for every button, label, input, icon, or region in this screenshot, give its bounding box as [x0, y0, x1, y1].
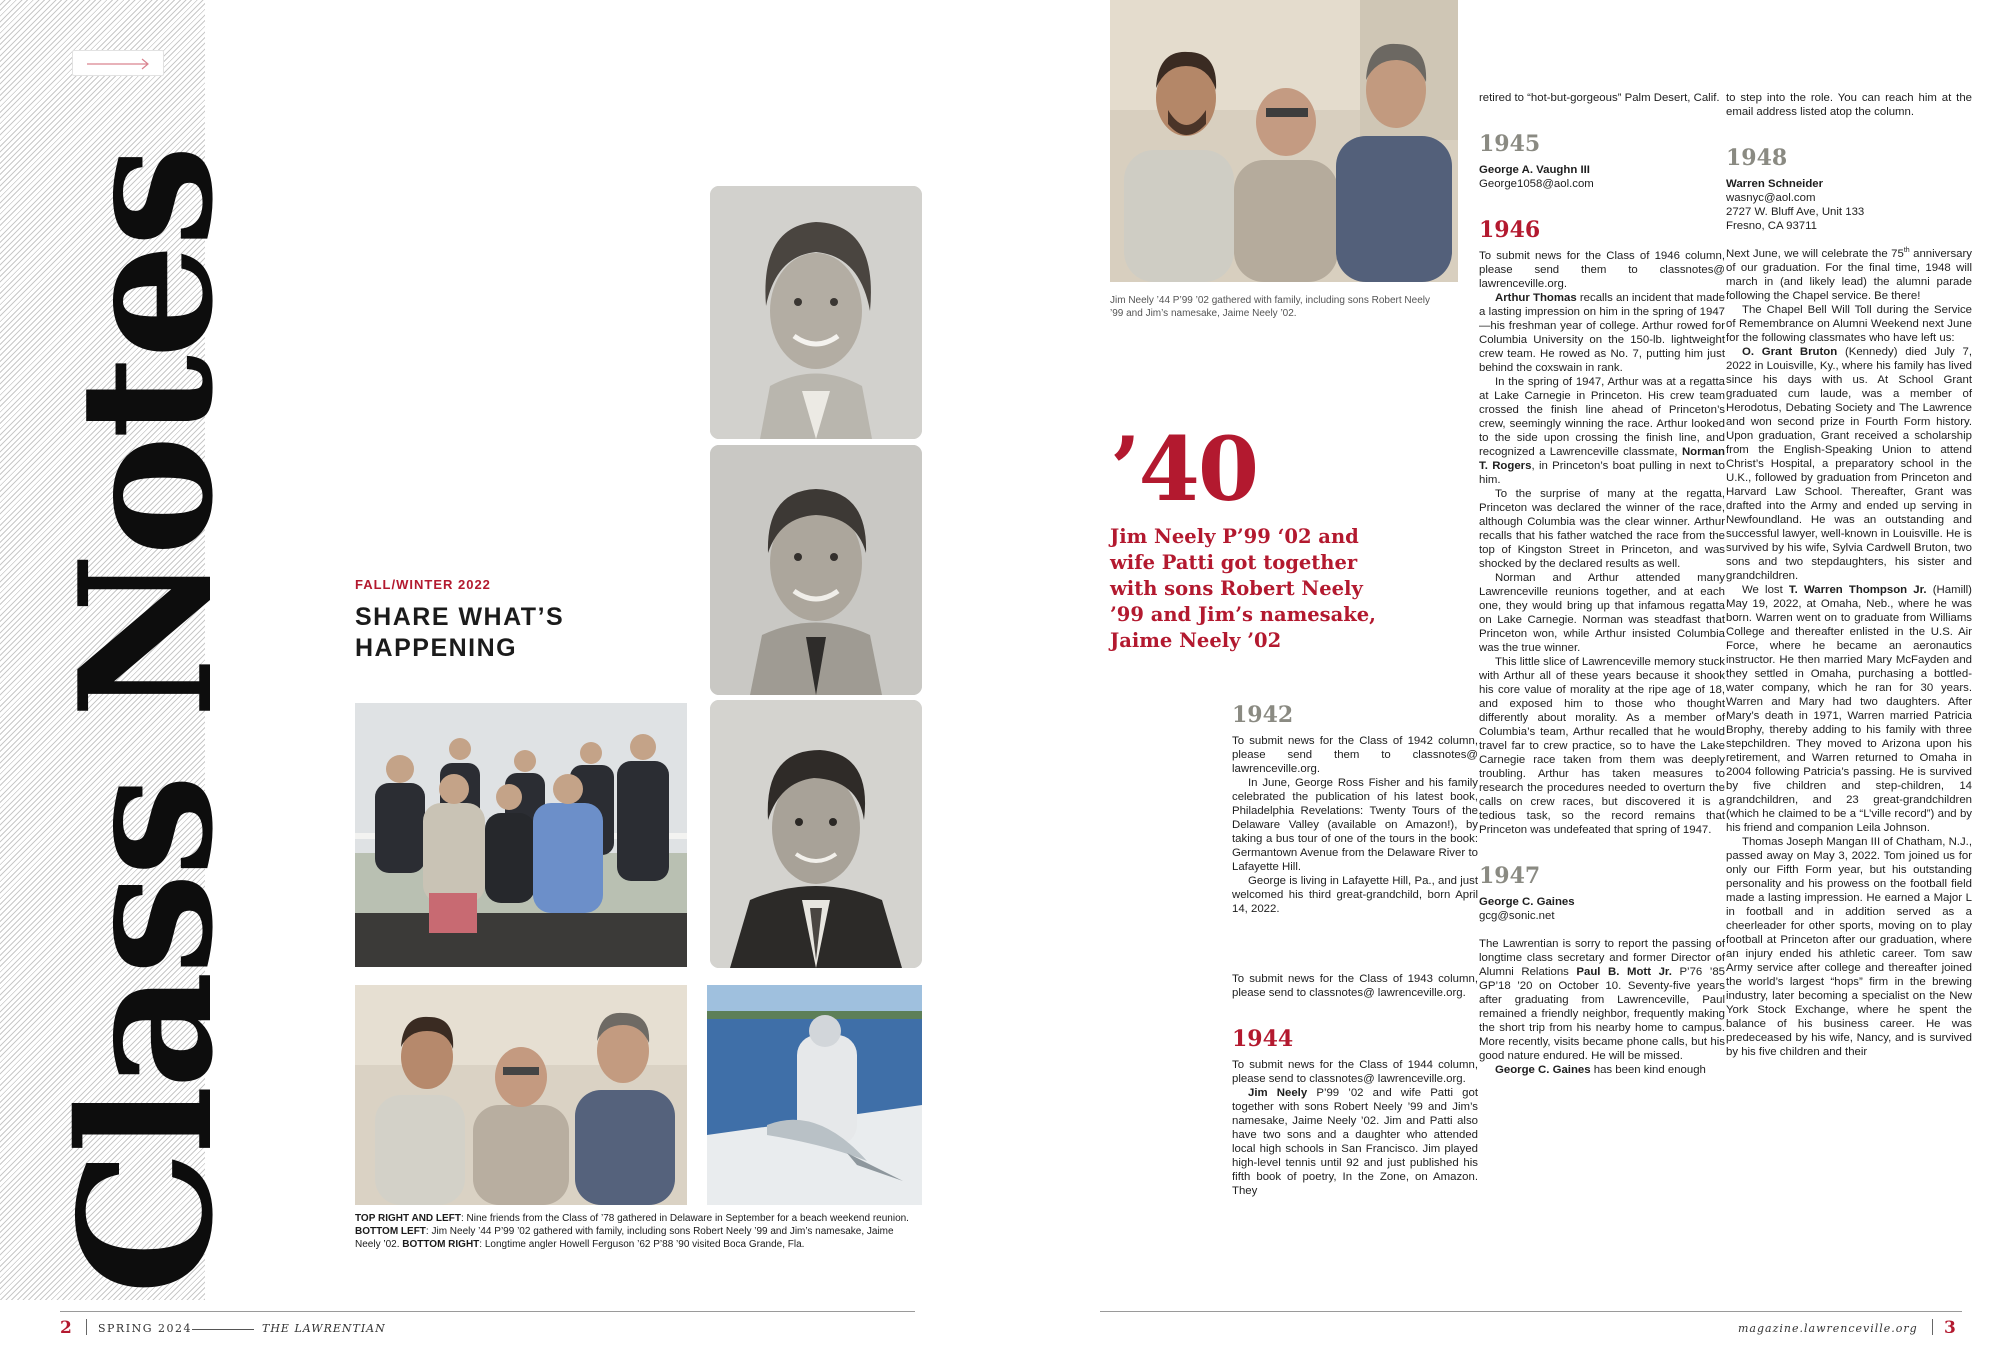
- yearbook-portrait-3: [710, 700, 922, 968]
- note-1946-memory: This little slice of Lawrenceville memory stuck with Arthur all of these years because it shook his core value of morality at the ripe age of 18, and exposed him to those who thought differently about morality. As a member of Columbia’s team, Arthur recalled that he would travel far to crew practice, so to have the Lake Carnegie race taken from them was deeply troubling. Arthur has taken measures to research the procedures needed to overturn the calls on crew races, but discovered it is a tedious task, so the record remains that Princeton was undefeated that spring of 1947.: [1479, 656, 1725, 836]
- email-1945: George1058@aol.com: [1479, 178, 1594, 190]
- note-1948-remembrance: The Chapel Bell Will Toll during the Service of Remembrance on Alumni Weekend next June for the following classmates who have left us:: [1726, 304, 1972, 344]
- arrow-right-icon: [87, 58, 151, 70]
- note-1946-thomas-text: recalls an incident that made a lasting impression on him in the spring of 1947—his freshman year of college. Arthur rowed for Columbia University on the 150-lb. lightweight crew team. He rowed as No. 7, putting him just behind the coxswain in rank.: [1479, 292, 1725, 374]
- footer-rule-left: [60, 1311, 915, 1312]
- note-1948-thompson-b: (Hamill) May 19, 2022, at Omaha, Neb., where he was born. Warren went on to graduate from Williams College and thereafter enlisted in the U.S. Air Force, where he became an aeronautics instructor. He then married Mary McFayden and they settled in Omaha, purchasing a bottled-water company, which he ran for 30 years. Warren and Mary had two daughters. After Mary’s death in 1971, Warren married Patricia Brophy, thereby adding to his family with three stepchildren. They moved to Arizona upon his retirement, and Warren returned to Omaha in 2004 following Patricia’s passing. He is survived by five children and step-children, 14 grandchildren, and 23 great-grandchildren (which he claimed to be a “L’ville record”) and by his friend and companion Leila Johnson.: [1726, 584, 1972, 834]
- note-1946-intro: To submit news for the Class of 1946 column, please send them to classnotes@ lawrenceville.org.: [1479, 250, 1725, 290]
- note-1947-gaines-text: has been kind enough: [1590, 1064, 1706, 1076]
- note-continued-top: retired to “hot-but-gorgeous” Palm Desert, Calif.: [1479, 92, 1720, 104]
- caption-text-top: : Nine friends from the Class of ’78 gathered in Delaware in September for a beach weekend reunion.: [460, 1213, 909, 1224]
- footer-website[interactable]: magazine.lawrenceville.org: [1738, 1322, 1918, 1335]
- footer-separator-left: [86, 1319, 87, 1335]
- note-1944-intro: To submit news for the Class of 1944 column, please send to classnotes@ lawrenceville.org.: [1232, 1059, 1478, 1085]
- note-1946-regatta-text-b: , in Princeton’s boat pulling in next to him.: [1479, 460, 1725, 486]
- caption-text-bottom-left: : Jim Neely ’44 P’99 ’02 gathered with family, including sons Robert Neely ’99 and Jim’s namesake, Jaime Neely ’02.: [355, 1226, 894, 1250]
- caption-label-bottom-left: BOTTOM LEFT: [355, 1226, 426, 1237]
- note-1946-regatta: [1479, 375, 1725, 487]
- footer-publication: THE LAWRENTIAN: [262, 1322, 386, 1335]
- name-norman-rogers: Norman T. Rogers: [1479, 446, 1725, 472]
- caption-text-bottom-right: : Longtime angler Howell Ferguson ’62 P’88 ’90 visited Boca Grande, Fla.: [479, 1239, 805, 1250]
- email-1948: wasnyc@aol.com: [1726, 192, 1816, 204]
- note-1948-anniversary-b: anniversary of our graduation. For the final time, 1948 will march in (and likely lead) the alumni parade following the Chapel service. Be there!: [1726, 248, 1972, 302]
- caption-label-top: TOP RIGHT AND LEFT: [355, 1213, 461, 1224]
- note-1942-lafayette: George is living in Lafayette Hill, Pa., and just welcomed his third great-grandchild, born April 14, 2022.: [1232, 875, 1478, 915]
- name-arthur-thomas: Arthur Thomas: [1495, 292, 1577, 304]
- footer-issue: SPRING 2024: [98, 1322, 192, 1335]
- notes-column-3: [1726, 91, 1972, 1059]
- note-1948-anniversary-a: Next June, we will celebrate the 75: [1726, 248, 1904, 260]
- yearbook-portrait-2: [710, 445, 922, 695]
- secretary-1948: Warren Schneider: [1726, 178, 1824, 190]
- note-1947-mott: [1479, 937, 1725, 1063]
- note-1942-intro: To submit news for the Class of 1942 column, please send them to classnotes@ lawrenceville.org.: [1232, 735, 1478, 775]
- note-1946-regatta-text-a: In the spring of 1947, Arthur was at a regatta at Lake Carnegie in Princeton. His crew team crossed the finish line ahead of Princeton’s crew, seemingly winning the race. Arthur looked to the side upon crossing the finish line, and recognized a Lawrenceville classmate,: [1479, 376, 1725, 458]
- notes-column-2: [1479, 91, 1725, 1077]
- class-year-1946: 1946: [1479, 217, 1541, 243]
- note-1948-bruton-text: (Kennedy) died July 7, 2022 in Louisville, Ky., where his family has lived since his days with us. At School Grant graduated cum laude, was a member of Herodotus, Debating Society and The Lawrence and won second prize in Fourth Form history. Upon graduation, Grant received a scholarship from the English-Speaking Union to attend Christ’s Hospital, a preparatory school in the U.K., followed by graduation from Princeton and Harvard Law School. Thereafter, Grant was drafted into the Army and ended up serving in Newfoundland. He was an outstanding and successful lawyer, well-known in Louisville. He is survived by his wife, Sylvia Cardwell Bruton, two sons and two stepdaughters, his sister and grandchildren.: [1726, 346, 1972, 582]
- reunion-group-photo: [355, 703, 687, 967]
- caption-label-bottom-right: BOTTOM RIGHT: [402, 1239, 480, 1250]
- class-year-1945: 1945: [1479, 131, 1541, 157]
- note-1948-thompson: [1726, 583, 1972, 835]
- name-george-gaines: George C. Gaines: [1495, 1064, 1591, 1076]
- name-grant-bruton: O. Grant Bruton: [1742, 346, 1838, 358]
- vertical-section-title: Class Notes: [39, 148, 253, 1295]
- note-1944-neely: [1232, 1086, 1478, 1198]
- note-1947-mott-text-b: P’76 ’85 GP’18 ’20 on October 10. Seventy-five years after graduating from Lawrenceville, Paul remained a friendly neighbor, frequently making the short trip from his nearby home to campus. More recently, visits became phone calls, but his good nature endured. He will be missed.: [1479, 966, 1726, 1062]
- note-1946-surprise: To the surprise of many at the regatta, Princeton was declared the winner of the race, although Columbia was the clear winner. Arthur recalls that his father watched the race from the top of Kingston Street in Princeton, and was shocked by the declared results as well.: [1479, 488, 1725, 570]
- page-number-right: 3: [1944, 1318, 1956, 1338]
- email-1947: gcg@sonic.net: [1479, 910, 1555, 922]
- yearbook-portrait-1: [710, 186, 922, 439]
- name-warren-thompson: T. Warren Thompson Jr.: [1788, 584, 1927, 596]
- note-1948-bruton: [1726, 345, 1972, 583]
- class-year-1948: 1948: [1726, 145, 1788, 171]
- featured-class-year: ’40: [1110, 417, 1258, 521]
- note-1943-intro: To submit news for the Class of 1943 column, please send to classnotes@ lawrenceville.org.: [1232, 973, 1478, 999]
- issue-kicker: FALL/WINTER 2022: [355, 577, 491, 592]
- note-1948-mangan: Thomas Joseph Mangan III of Chatham, N.J., passed away on May 3, 2022. Tom joined us for only our Fifth Form year, but his outstanding personality and his prowess on the football field made a lasting impression. He earned a Major L in football and in addition served as a cheerleader for other sports, moving on to play football at Princeton after our graduation, where an injury ended his athletic career. Tom saw Army service after college and thereafter joined the world’s largest “hops” firm in the brewing industry, later becoming a specialist on the New York Stock Exchange, where he spent the balance of his business career. He was predeceased by his wife, Nancy, and is survived by his five children and their: [1726, 836, 1972, 1058]
- neely-family-photo-large: [1110, 0, 1458, 282]
- secretary-1947: George C. Gaines: [1479, 896, 1575, 908]
- class-year-1942: 1942: [1232, 702, 1294, 728]
- note-1946-reunions: Norman and Arthur attended many Lawrenceville reunions together, and at each one, they would bring up that infamous regatta on Lake Carnegie. Norman was steadfast that Princeton won, while Arthur insisted Columbia was the true winner.: [1479, 572, 1725, 654]
- class-year-1947: 1947: [1479, 863, 1541, 889]
- class-year-1944: 1944: [1232, 1026, 1294, 1052]
- city-line-1948: Fresno, CA 93711: [1726, 220, 1817, 232]
- superscript-th: th: [1903, 247, 1910, 255]
- footer-rule-right: [1100, 1311, 1962, 1312]
- top-photo-caption: Jim Neely ’44 P’99 ’02 gathered with family, including sons Robert Neely ’99 and Jim’s namesake, Jaime Neely ’02.: [1110, 295, 1430, 319]
- name-jim-neely: Jim Neely: [1248, 1087, 1308, 1099]
- note-1946-thomas: [1479, 291, 1725, 375]
- nav-arrow-button[interactable]: [72, 50, 164, 76]
- note-1942-fisher: In June, George Ross Fisher and his family celebrated the publication of his latest book, Philadelphia Revelations: Twenty Tours of the Delaware Valley (available on Amazon!), by taking a bus tour of one of the tours in the book: Germantown Avenue from the Delaware River to Lafayette Hill.: [1232, 777, 1478, 873]
- left-photo-caption: [355, 1212, 915, 1251]
- note-1948-anniversary: [1726, 247, 1972, 303]
- page-number-left: 2: [60, 1318, 72, 1338]
- note-continued-top-col3: to step into the role. You can reach him at the email address listed atop the column.: [1726, 92, 1972, 118]
- notes-column-1: [1232, 702, 1478, 1198]
- page-headline: SHARE WHAT’S HAPPENING: [355, 603, 565, 662]
- footer-separator-right: [1932, 1319, 1933, 1335]
- note-1944-neely-text: P’99 ’02 and wife Patti got together with sons Robert Neely ’99 and Jim’s namesake, Jaime Neely ’02. Jim and Patti also have two sons and a daughter who attended local high schools in San Francisco. Jim played high-level tennis until 92 and just published his fifth book of poetry, In the Zone, on Amazon. They: [1232, 1087, 1478, 1197]
- address-line-1948: 2727 W. Bluff Ave, Unit 133: [1726, 206, 1865, 218]
- note-1947-gaines: [1479, 1063, 1725, 1077]
- angler-photo: [707, 985, 922, 1205]
- note-1948-thompson-a: We lost: [1742, 584, 1789, 596]
- secretary-1945: George A. Vaughn III: [1479, 164, 1590, 176]
- note-1947-mott-text-a: The Lawrentian is sorry to report the passing of longtime class secretary and former Director of Alumni Relations: [1479, 938, 1725, 978]
- neely-family-photo-small: [355, 985, 687, 1205]
- footer-dash: [192, 1329, 254, 1330]
- name-paul-mott: Paul B. Mott Jr.: [1576, 966, 1672, 978]
- pull-quote: Jim Neely P’99 ‘02 and wife Patti got together with sons Robert Neely ’99 and Jim’s namesake, Jaime Neely ’02: [1110, 525, 1376, 652]
